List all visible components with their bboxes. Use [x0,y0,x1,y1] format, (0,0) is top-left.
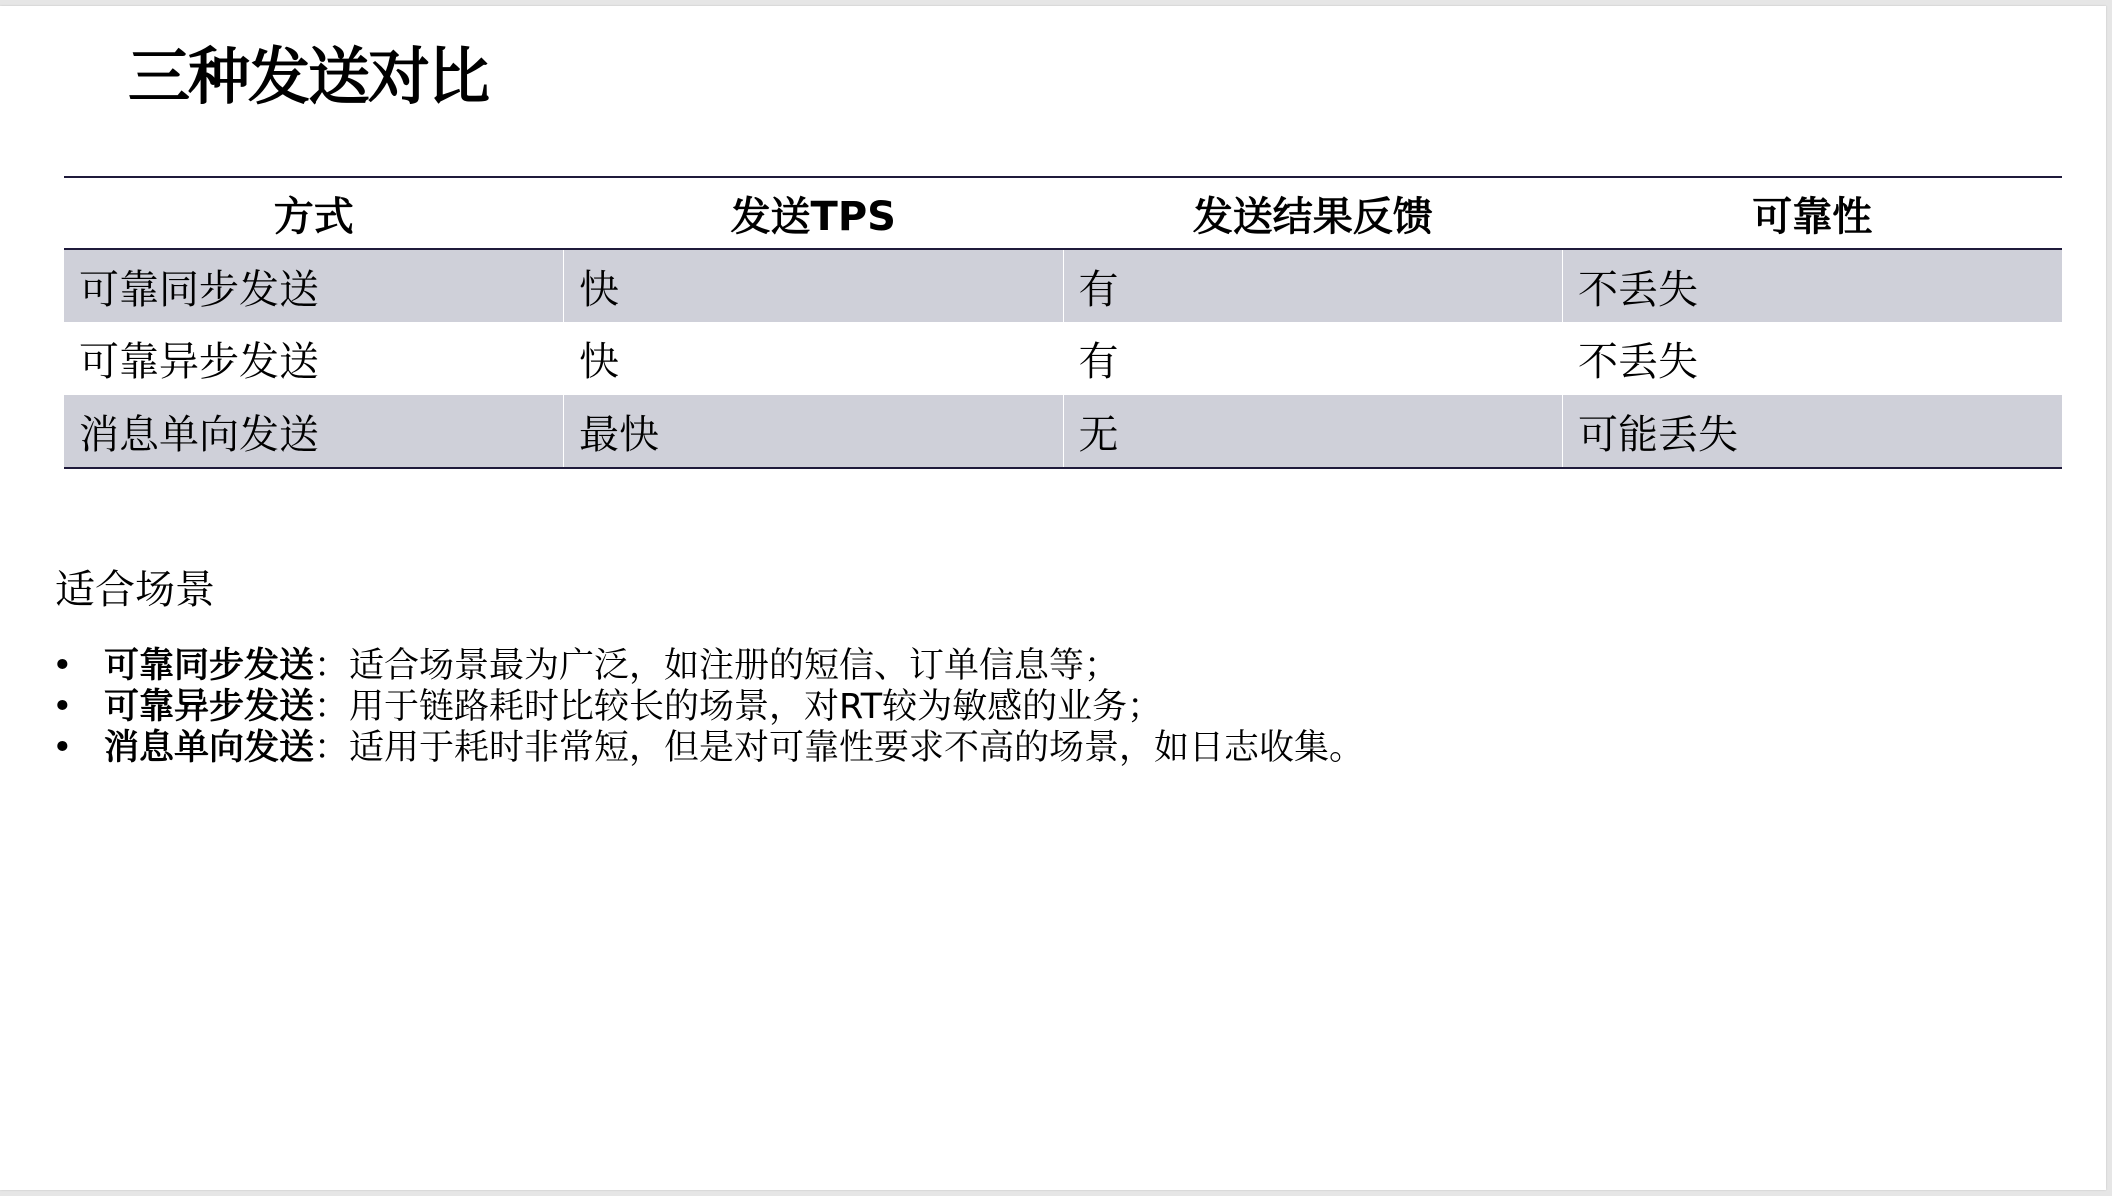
list-item [52,728,1364,769]
cell-method: 可靠同步发送 [79,266,319,313]
scenarios-list [52,646,1364,769]
table-row [64,249,2062,322]
cell-tps: 快 [564,249,1064,322]
scenario-desc: ：适合场景最为广泛，如注册的短信、订单信息等； [314,646,1120,686]
slide-title: 三种发送对比 [128,40,489,113]
scenario-term: 可靠同步发送 [104,646,315,686]
cell-feedback: 有 [1063,322,1563,395]
cell-method: 消息单向发送 [79,411,319,458]
bullet-icon: • [52,646,73,686]
cell-feedback: 有 [1063,249,1563,322]
cell-method: 可靠异步发送 [79,339,319,385]
cell-feedback: 无 [1063,395,1563,468]
header-feedback: 发送结果反馈 [1192,193,1433,240]
cell-tps: 最快 [564,395,1064,468]
bullet-icon: • [52,687,73,727]
slide [0,6,2106,1190]
cell-reliability: 不丢失 [1563,322,2063,395]
header-tps: 发送TPS [730,193,896,240]
scenario-term: 消息单向发送 [104,728,315,768]
scenario-term: 可靠异步发送 [104,687,315,727]
table-row [64,395,2062,468]
table-row [64,322,2062,395]
list-item [52,646,1364,687]
scenario-desc: ：适用于耗时非常短，但是对可靠性要求不高的场景，如日志收集。 [314,728,1365,768]
table-header-row [64,177,2062,249]
list-item [52,687,1364,728]
scenario-desc: ：用于链路耗时比较长的场景，对RT较为敏感的业务； [314,687,1163,727]
header-method: 方式 [273,193,354,240]
header-reliability: 可靠性 [1752,193,1873,240]
scenarios-title: 适合场景 [55,567,215,613]
bullet-icon: • [52,728,73,768]
cell-reliability: 可能丢失 [1563,395,2063,468]
cell-reliability: 不丢失 [1563,249,2063,322]
cell-tps: 快 [564,322,1064,395]
comparison-table [64,176,2062,469]
